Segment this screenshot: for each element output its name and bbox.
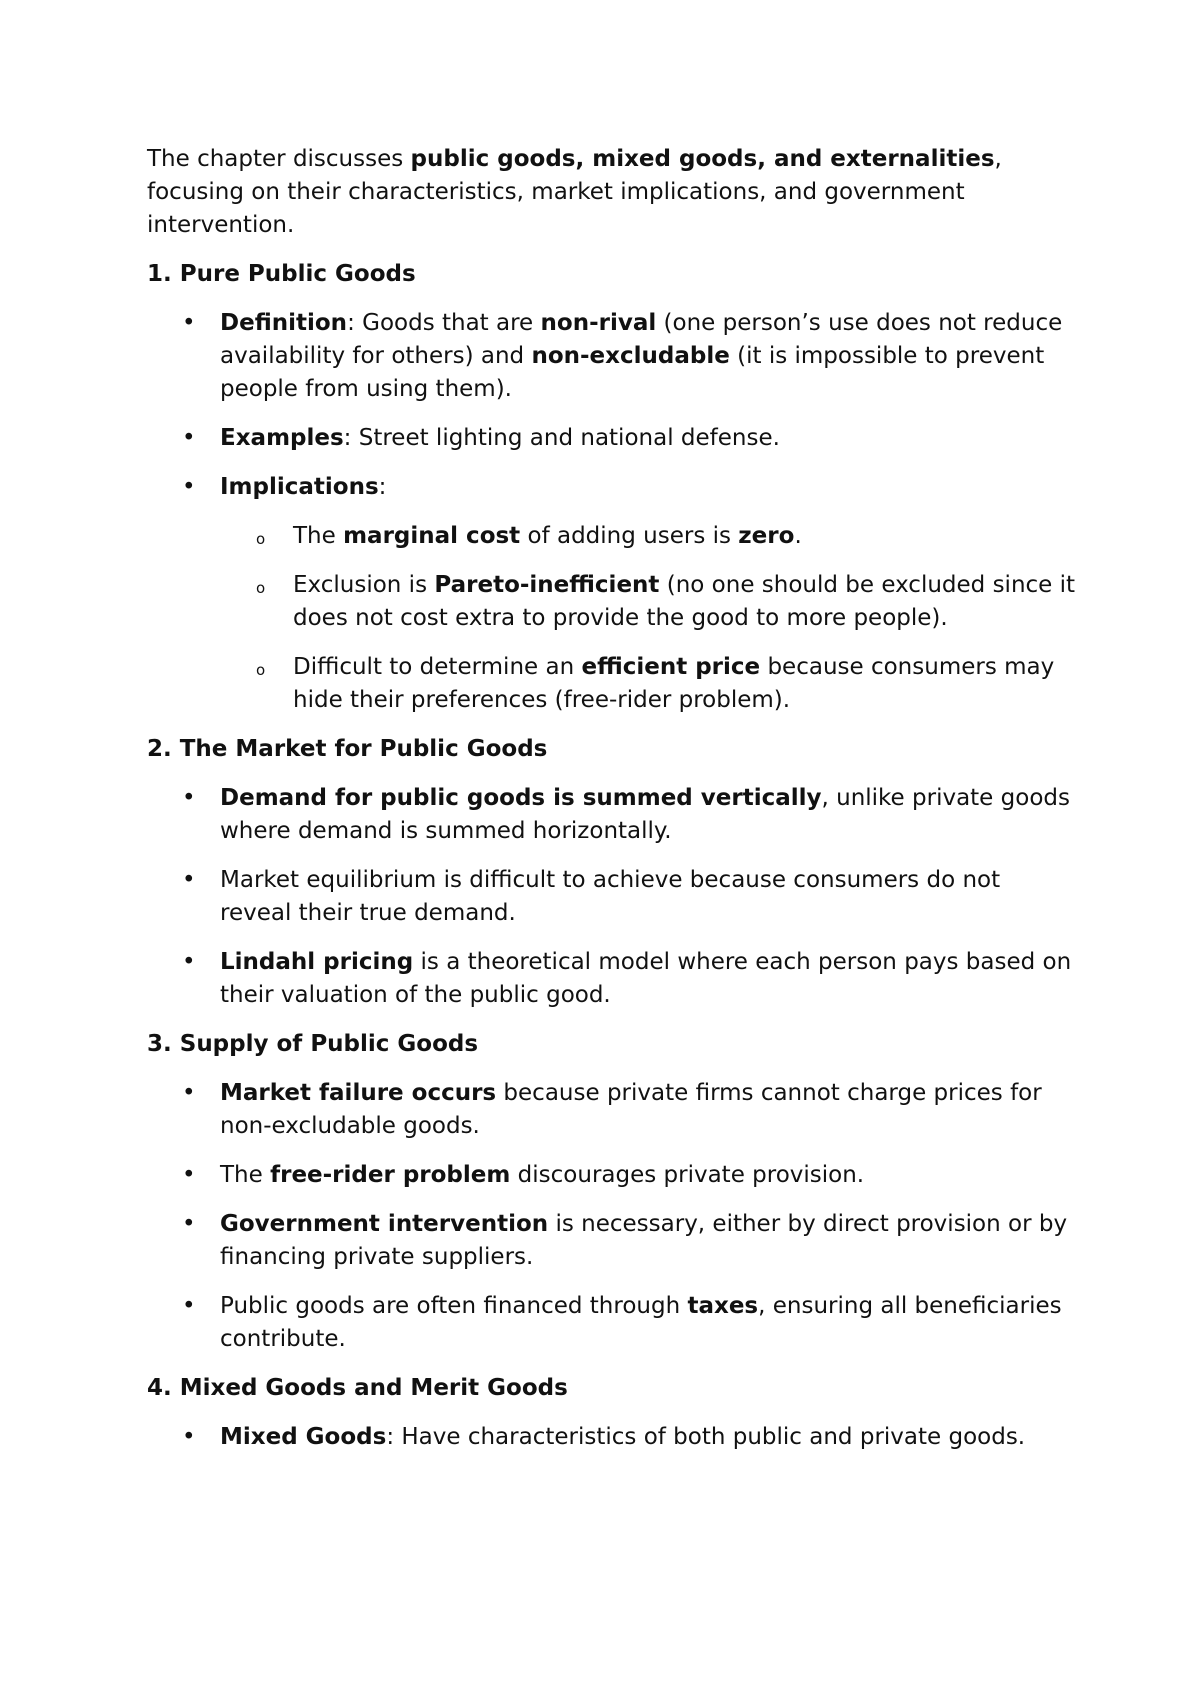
sub-list-item	[220, 520, 1077, 553]
bold-term: non-rival	[540, 310, 657, 336]
list-item	[147, 307, 1077, 406]
item-text: : Street lighting and national defense.	[343, 425, 780, 451]
bold-term: non-excludable	[531, 343, 730, 369]
item-text: of adding users is	[520, 523, 739, 549]
bold-term: zero	[738, 523, 795, 549]
bold-term: taxes	[687, 1293, 759, 1319]
document-page	[147, 143, 1077, 1470]
intro-paragraph	[147, 143, 1077, 242]
item-text: The	[220, 1162, 271, 1188]
item-text: discourages private provision.	[510, 1162, 865, 1188]
intro-bold: public goods, mixed goods, and externalities	[410, 146, 995, 172]
bullet-list	[147, 782, 1077, 1012]
section-heading: 3. Supply of Public Goods	[147, 1031, 479, 1057]
bold-term: Implications	[220, 474, 379, 500]
item-text: Difficult to determine an	[293, 654, 582, 680]
section-heading: 4. Mixed Goods and Merit Goods	[147, 1375, 568, 1401]
bullet-list	[147, 1421, 1077, 1454]
list-item	[147, 1290, 1077, 1356]
sub-bullet-list	[220, 520, 1077, 717]
item-text: : Goods that are	[347, 310, 541, 336]
item-text: because private firms cannot charge prices for non-excludable goods.	[220, 1080, 1042, 1139]
list-item	[147, 1208, 1077, 1274]
item-text: , unlike private goods where demand is summed horizontally.	[220, 785, 1070, 844]
bullet-list	[147, 307, 1077, 717]
bold-term: marginal cost	[343, 523, 521, 549]
sub-list-item	[220, 569, 1077, 635]
bold-term: Government intervention	[220, 1211, 549, 1237]
list-item	[147, 422, 1077, 455]
list-item	[147, 864, 1077, 930]
bold-term: free-rider problem	[270, 1162, 511, 1188]
list-item	[147, 1421, 1077, 1454]
list-item	[147, 471, 1077, 717]
bold-term: Demand for public goods is summed vertically	[220, 785, 822, 811]
list-item	[147, 1159, 1077, 1192]
list-item	[147, 1077, 1077, 1143]
sub-list-item	[220, 651, 1077, 717]
section-heading: 2. The Market for Public Goods	[147, 736, 548, 762]
bold-term: Examples	[220, 425, 344, 451]
item-text: Market equilibrium is difficult to achieve because consumers do not reveal their true demand.	[220, 867, 1001, 926]
list-item	[147, 946, 1077, 1012]
item-text: Public goods are often financed through	[220, 1293, 688, 1319]
item-text: (it is impossible to prevent people from using them).	[220, 343, 1045, 402]
intro-text-end: , focusing on their characteristics, market implications, and government intervention.	[147, 146, 1002, 238]
item-text: The	[293, 523, 344, 549]
section-heading: 1. Pure Public Goods	[147, 261, 416, 287]
item-text: (one person’s use does not reduce availability for others) and	[220, 310, 1063, 369]
bold-term: Market failure occurs	[220, 1080, 497, 1106]
intro-text: The chapter discusses	[147, 146, 411, 172]
bold-term: Pareto-inefficient	[434, 572, 660, 598]
bold-term: Mixed Goods	[220, 1424, 387, 1450]
item-text: .	[794, 523, 802, 549]
item-text: Exclusion is	[293, 572, 435, 598]
bullet-list	[147, 1077, 1077, 1356]
item-text: (no one should be excluded since it does not cost extra to provide the good to more people).	[293, 572, 1076, 631]
item-text: , ensuring all beneficiaries contribute.	[220, 1293, 1062, 1352]
item-text: is a theoretical model where each person pays based on their valuation of the public good.	[220, 949, 1072, 1008]
item-text: : Have characteristics of both public and private goods.	[386, 1424, 1026, 1450]
item-text: because consumers may hide their preferences (free-rider problem).	[293, 654, 1055, 713]
bold-term: Lindahl pricing	[220, 949, 414, 975]
item-text: :	[378, 474, 387, 500]
item-text: is necessary, either by direct provision or by financing private suppliers.	[220, 1211, 1068, 1270]
list-item	[147, 782, 1077, 848]
bold-term: Definition	[220, 310, 348, 336]
bold-term: efficient price	[581, 654, 761, 680]
